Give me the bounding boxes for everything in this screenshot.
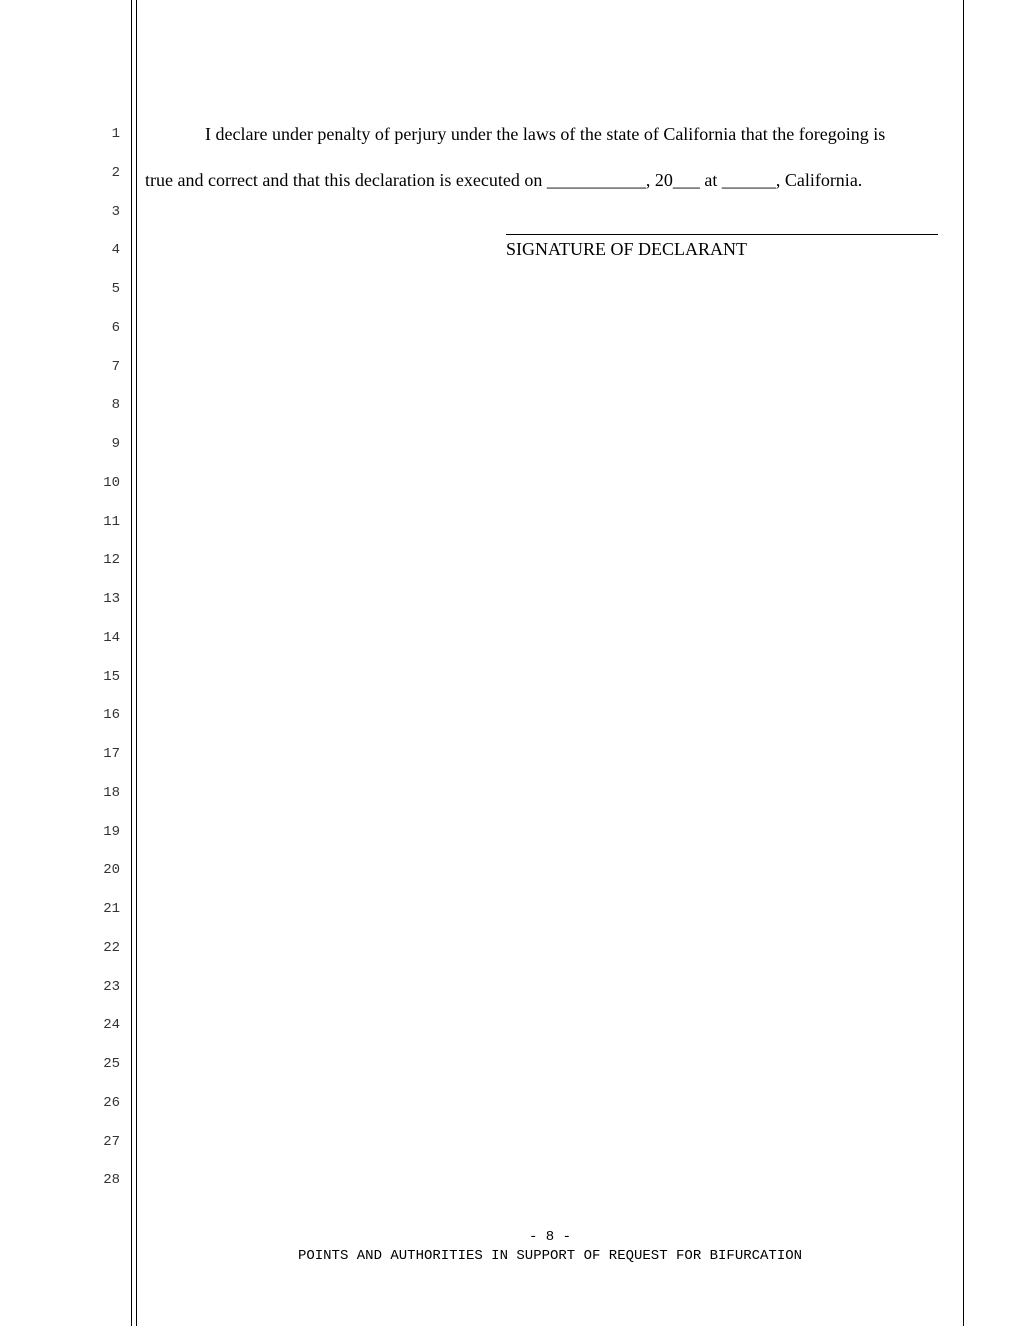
line-number: 25	[103, 1056, 120, 1072]
line-number: 7	[111, 359, 120, 375]
line-number: 23	[103, 979, 120, 995]
left-margin-rule-inner	[136, 0, 137, 1326]
line-number: 3	[111, 204, 120, 220]
line-number: 15	[103, 669, 120, 685]
line-number: 14	[103, 630, 120, 646]
line-number: 13	[103, 591, 120, 607]
line-number: 4	[111, 242, 120, 258]
line-number: 16	[103, 707, 120, 723]
line-number: 11	[103, 514, 120, 530]
line-number: 18	[103, 785, 120, 801]
line-number: 1	[111, 126, 120, 142]
declaration-text-line-2: true and correct and that this declaration is executed on ___________, 20___ at ______, California.	[145, 170, 863, 190]
line-number: 24	[103, 1017, 120, 1033]
line-number: 20	[103, 862, 120, 878]
line-number: 28	[103, 1172, 120, 1188]
line-number: 9	[111, 436, 120, 452]
line-number: 19	[103, 824, 120, 840]
line-number: 27	[103, 1134, 120, 1150]
declaration-text-line-1: I declare under penalty of perjury under the laws of the state of California that the foregoing is	[205, 124, 886, 144]
line-number: 17	[103, 746, 120, 762]
line-number: 12	[103, 552, 120, 568]
line-number: 5	[111, 281, 120, 297]
signature-label: SIGNATURE OF DECLARANT	[506, 239, 748, 259]
line-number: 10	[103, 475, 120, 491]
line-number: 6	[111, 320, 120, 336]
line-number: 21	[103, 901, 120, 917]
left-margin-rule	[131, 0, 132, 1326]
line-number: 22	[103, 940, 120, 956]
right-margin-rule	[963, 0, 964, 1326]
line-number: 8	[111, 397, 120, 413]
line-number: 26	[103, 1095, 120, 1111]
footer-title: POINTS AND AUTHORITIES IN SUPPORT OF REQUEST FOR BIFURCATION	[297, 1248, 803, 1264]
page-number: - 8 -	[528, 1229, 571, 1245]
line-number: 2	[111, 165, 120, 181]
signature-line	[506, 234, 938, 235]
